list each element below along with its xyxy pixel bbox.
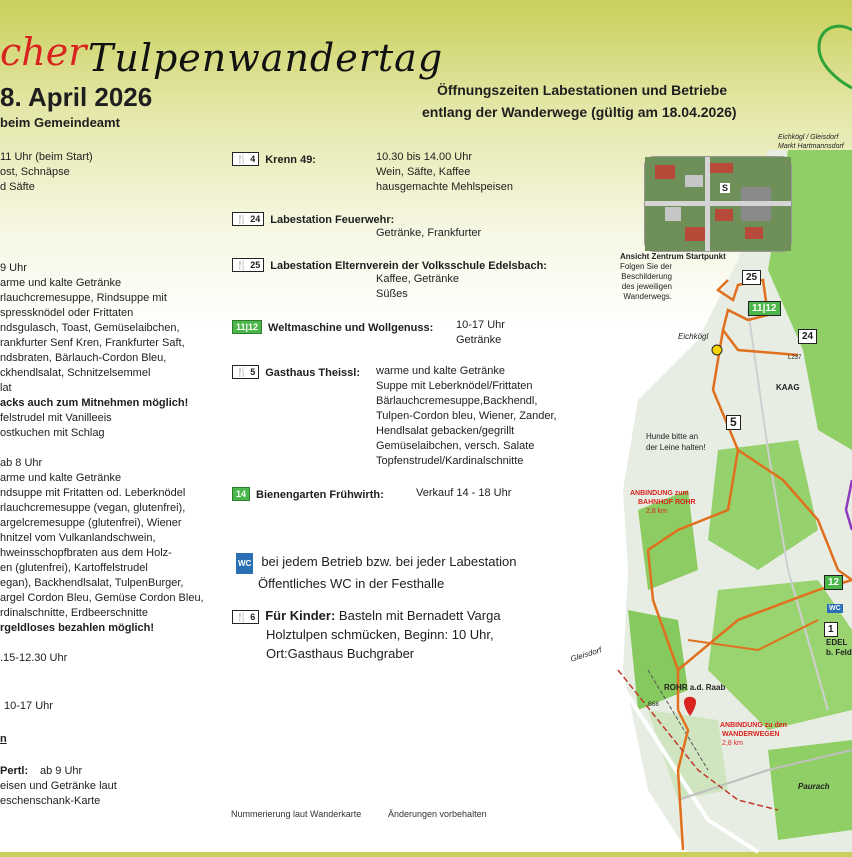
wc-note — [236, 552, 516, 593]
station-detail: Bärlauchcremesuppe,Backhendl, — [376, 395, 538, 407]
map-label-anbindung: BAHNHOF ROHR — [638, 499, 696, 506]
left-line: argelcremesuppe (glutenfrei), Wiener — [0, 517, 182, 529]
map-label-anbindung: ANBINDUNG zum — [630, 490, 689, 497]
left-line: ab 9 Uhr — [40, 765, 83, 777]
station-detail: Tulpen-Cordon bleu, Wiener, Zander, — [376, 410, 557, 422]
heart-logo — [815, 22, 852, 92]
kids-line: Basteln mit Bernadett Varga — [338, 608, 501, 623]
left-line: Pertl: — [0, 765, 29, 777]
inset-caption: Ansicht Zentrum Startpunkt — [620, 252, 726, 261]
left-line: n — [0, 733, 7, 745]
map-stop-11-12[interactable]: 11|12 — [748, 301, 781, 316]
map-label-kaag: KAAG — [776, 383, 800, 392]
footer-disclaimer: Änderungen vorbehalten — [388, 809, 487, 819]
trail-map[interactable] — [569, 134, 852, 852]
station-detail: 10-17 Uhr — [456, 319, 505, 331]
station-detail: Süßes — [376, 288, 408, 300]
title: Tulpenwandertag — [88, 36, 444, 80]
inset-caption: Beschilderung — [621, 272, 672, 281]
station-badge: 🍴 5 — [232, 365, 259, 379]
map-label-top-right: Markt Hartmannsdorf — [778, 143, 844, 150]
map-label-gleisdorf: Gleisdorf — [569, 645, 603, 664]
map-label-dog-note: Hunde bitte an — [646, 432, 699, 441]
map-stop-24[interactable]: 24 — [798, 329, 817, 344]
map-label-road: L237 — [788, 355, 802, 361]
map-stop-12[interactable]: 12 — [824, 575, 843, 590]
map-label-dog-note: der Leine halten! — [646, 443, 706, 452]
station-badge: 🍴 24 — [232, 212, 264, 226]
station-name: Labestation Feuerwehr: — [270, 214, 395, 226]
station-detail: Wein, Säfte, Kaffee — [376, 166, 471, 178]
station-detail: Hendlsalat gebacken/gegrillt — [376, 425, 515, 437]
inset-caption: Wanderwegs. — [623, 292, 672, 301]
station-detail: Getränke, Frankfurter — [376, 227, 482, 239]
left-line: rgeldloses bezahlen möglich! — [0, 622, 155, 634]
left-line: hweinsschopfbraten aus dem Holz- — [0, 547, 172, 559]
left-line: 11 Uhr (beim Start) — [0, 151, 93, 163]
left-line: 10-17 Uhr — [4, 700, 53, 712]
left-line: rdinalschnitte, Erdbeerschnitte — [0, 607, 148, 619]
station-badge: 🍴 4 — [232, 152, 259, 166]
inset-start-marker: S — [722, 183, 729, 193]
inset-caption: Folgen Sie der — [619, 262, 672, 271]
station-name: Labestation Elternverein der Volksschule Edelsbach: — [270, 260, 547, 272]
left-line: argel Cordon Bleu, Gemüse Cordon Bleu, — [0, 592, 204, 604]
wc-note-line-1: bei jedem Betrieb bzw. bei jeder Labestation — [261, 554, 517, 569]
left-line: egan), Backhendlsalat, TulpenBurger, — [0, 577, 184, 589]
station-name: Gasthaus Theissl: — [265, 367, 360, 379]
left-line: felstrudel mit Vanilleeis — [0, 412, 112, 424]
map-stop-5[interactable]: 5 — [726, 415, 741, 430]
start-location: beim Gemeindeamt — [0, 115, 120, 130]
station-weltmaschine — [232, 318, 433, 336]
left-line: acks auch zum Mitnehmen möglich! — [0, 397, 189, 409]
left-line: ndsgulasch, Toast, Gemüselaibchen, — [0, 322, 180, 334]
map-label-paurach: Paurach — [798, 782, 830, 791]
left-line: en (glutenfrei), Kartoffelstrudel — [0, 562, 148, 574]
kids-label: Für Kinder: — [265, 608, 336, 623]
map-label-eichkogl: Eichkögl — [678, 332, 709, 341]
station-badge: 🍴 6 — [232, 610, 259, 624]
left-line: ab 8 Uhr — [0, 457, 43, 469]
map-stop-25[interactable]: 25 — [742, 270, 761, 285]
station-name: Bienengarten Frühwirth: — [256, 489, 384, 501]
station-badge: 11|12 — [232, 320, 262, 334]
station-badge: 14 — [232, 487, 250, 501]
title-red-fragment: cher — [0, 30, 87, 74]
left-line: arme und kalte Getränke — [0, 277, 122, 289]
inset-caption: des jeweiligen — [621, 282, 672, 291]
left-line: hnitzel vom Vulkanlandschwein, — [0, 532, 156, 544]
left-line: rlauchcremesuppe, Rindsuppe mit — [0, 292, 167, 304]
map-stop-1[interactable]: 1 — [824, 622, 838, 637]
map-label-top-right: Eichkögl / Gleisdorf — [778, 134, 839, 141]
left-line: ostkuchen mit Schlag — [0, 427, 105, 439]
map-label-road: B68 — [648, 702, 659, 708]
station-name: Krenn 49: — [265, 154, 316, 166]
station-detail: hausgemachte Mehlspeisen — [376, 181, 513, 193]
station-detail: Gemüselaibchen, versch. Salate — [376, 440, 535, 452]
wc-icon: WC — [236, 553, 253, 574]
wc-note-line-2: Öffentliches WC in der Festhalle — [258, 576, 445, 591]
station-theissl — [232, 363, 360, 381]
map-label-edel: b. Feld — [826, 648, 852, 657]
map-label-anbindung: 2,8 km — [722, 740, 744, 747]
left-line: ckhendlsalat, Schnitzelsemmel — [0, 367, 151, 379]
station-detail: Suppe mit Leberknödel/Frittaten — [376, 380, 533, 392]
station-detail: Getränke — [456, 334, 502, 346]
kids-line: Holztulpen schmücken, Beginn: 10 Uhr, — [266, 627, 494, 642]
left-line: lat — [0, 382, 12, 394]
left-line: ndsbraten, Bärlauch-Cordon Bleu, — [0, 352, 167, 364]
station-detail: Topfenstrudel/Kardinalschnitte — [376, 455, 524, 467]
left-line: .15-12.30 Uhr — [0, 652, 68, 664]
map-label-edel: EDEL — [826, 638, 848, 647]
map-label-anbindung: 2,8 km — [646, 508, 668, 515]
hours-title-line-2: entlang der Wanderwege (gültig am 18.04.2026) — [422, 104, 737, 120]
station-detail: Verkauf 14 - 18 Uhr — [416, 487, 512, 499]
event-date: 8. April 2026 — [0, 82, 153, 112]
inset-photo — [644, 156, 792, 252]
left-line: ost, Schnäpse — [0, 166, 70, 178]
station-name: Weltmaschine und Wollgenuss: — [268, 322, 434, 334]
left-line: ndsuppe mit Fritatten od. Leberknödel — [0, 487, 186, 499]
left-line: spressknödel oder Frittaten — [0, 307, 134, 319]
kids-line: Ort:Gasthaus Buchgraber — [266, 646, 415, 661]
station-badge: 🍴 25 — [232, 258, 264, 272]
footer-numbering: Nummerierung laut Wanderkarte — [231, 809, 362, 819]
left-line: 9 Uhr — [0, 262, 27, 274]
left-line: d Säfte — [0, 181, 35, 193]
left-line: eisen und Getränke laut — [0, 780, 117, 792]
station-detail: 10.30 bis 14.00 Uhr — [376, 151, 473, 163]
station-feuerwehr — [232, 210, 394, 228]
left-line: arme und kalte Getränke — [0, 472, 122, 484]
station-krenn — [232, 150, 316, 168]
left-line: eschenschank-Karte — [0, 795, 101, 807]
station-detail: warme und kalte Getränke — [376, 365, 506, 377]
map-label-rohr: ROHR a.d. Raab — [664, 683, 726, 692]
left-line: rankfurter Senf Kren, Frankfurter Saft, — [0, 337, 185, 349]
map-label-anbindung: WANDERWEGEN — [722, 731, 780, 738]
map-wc-icon: WC — [829, 605, 841, 612]
station-bienengarten — [232, 485, 384, 503]
kids-section — [232, 606, 501, 663]
station-detail: Kaffee, Getränke — [376, 273, 459, 285]
left-line: rlauchcremesuppe (vegan, glutenfrei), — [0, 502, 186, 514]
map-label-anbindung: ANBINDUNG zu den — [720, 722, 787, 729]
hours-title-line-1: Öffnungszeiten Labestationen und Betriebe — [437, 82, 728, 98]
